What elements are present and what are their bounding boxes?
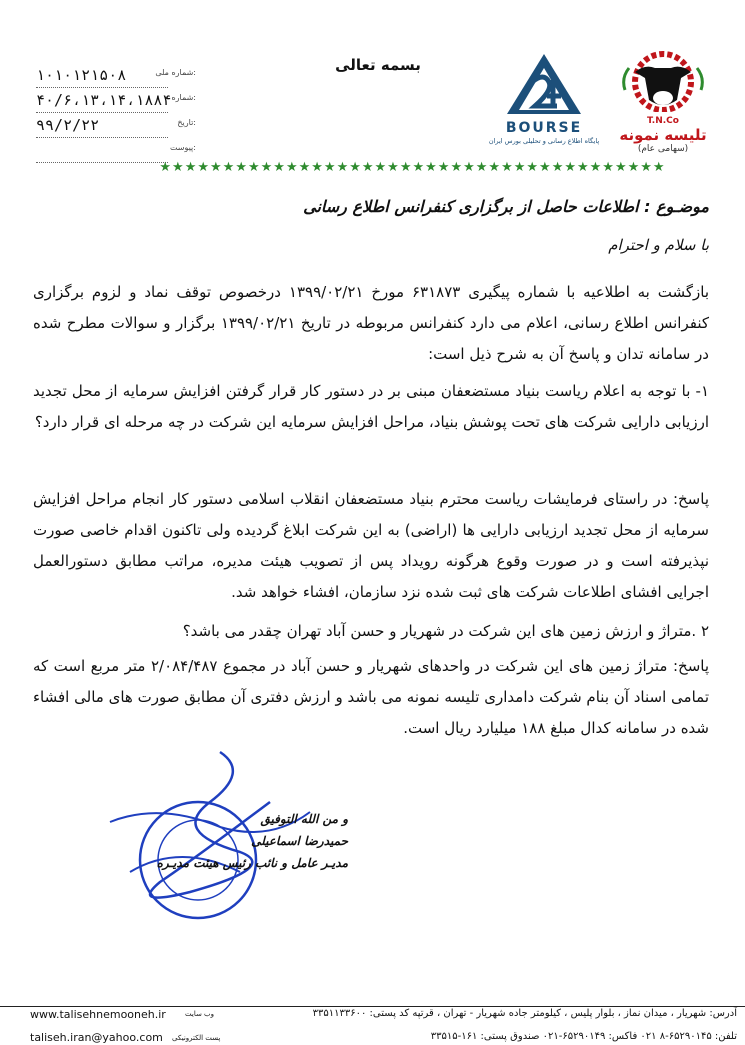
company-abbreviation: T.N.Co: [647, 116, 679, 126]
answer-2: پاسخ: متراژ زمین های این شرکت در واحدهای شهریار و حسن آباد در مجموع ۲/۰۸۴/۴۸۷ متر مربع است که تمامی اسناد آن بنام شرکت دامداری تلیسه نمونه می باشد و ارزش دفتری آن مطابق صورت های مالی افشاء شده در سامانه کدال مبلغ ۱۸۸ میلیارد ریال است.: [33, 657, 710, 737]
letter-number-label: شماره:: [171, 93, 196, 102]
company-logo: [604, 50, 722, 158]
footer-website-label: وب سایت: [185, 1010, 215, 1018]
intro-paragraph: بازگشت به اطلاعیه با شماره پیگیری ۶۳۱۸۷۳ مورخ ۱۳۹۹/۰۲/۲۱ درخصوص توقف نماد و لزوم برگزاری کنفرانس اطلاع رسانی، اعلام می دارد کنفرانس مربوطه در تاریخ ۱۳۹۹/۰۲/۲۱ برگزار و سوالات مطرح شده در سامانه تدان و پاسخ آن به شرح ذیل است:: [33, 283, 710, 363]
greeting: با سلام و احترام: [608, 236, 709, 254]
bourse-logo-icon: [505, 52, 583, 116]
letter-meta-block: [36, 66, 196, 166]
bourse-name: BOURSE: [505, 120, 583, 136]
letter-subject: موضـوع : اطلاعات حاصل از برگزاری کنفرانس اطلاع رسانی: [303, 197, 709, 216]
signer-title: مدیـر عامل و نائب رئیس هیئت مدیـره: [156, 856, 348, 870]
cow-head-icon: [611, 50, 715, 112]
question-1: ۱- با توجه به اعلام ریاست بنیاد مستضعفان مبنی بر در دستور کار قرار گرفتن افزایش سرمایه از محل تجدید ارزیابی دارایی شرکت های تحت پوشش بنیاد، مراحل افزایش سرمایه این شرکت در چه مرحله ای قرار دارد؟: [33, 382, 709, 431]
company-name: تلیسه نمونه: [619, 126, 707, 144]
company-type: (سهامی عام): [637, 144, 689, 154]
attachment-label: پیوست:: [169, 143, 196, 152]
signoff-block: [88, 808, 348, 874]
star-divider: ★★★★★★★★★★★★★★★★★★★★★★★★★★★★★★★★★★★★★★★★: [159, 160, 666, 175]
meta-row-number: [36, 91, 196, 116]
question-2: ۲ .متراژ و ارزش زمین های این شرکت در شهریار و حسن آباد تهران چقدر می باشد؟: [182, 622, 709, 640]
footer-phone: تلفن: ۶۵۲۹۰۱۴۵-۸ ۰۲۱ فاکس: ۶۵۲۹۰۱۴۹-۰۲۱ صندوق پستی: ۱۶۱-۳۳۵۱۵: [430, 1031, 737, 1042]
dotted-line: [36, 112, 168, 113]
meta-row-date: [36, 116, 196, 141]
footer-website[interactable]: www.talisehnemooneh.ir: [30, 1008, 166, 1021]
letter-date-label: تاریخ:: [177, 118, 196, 127]
bourse-logo: [488, 52, 600, 152]
footer-email-label: پست الکترونیکی: [172, 1034, 221, 1042]
document-heading: بسمه تعالی: [335, 56, 421, 74]
answer-1: پاسخ: در راستای فرمایشات ریاست محترم بنیاد مستضعفان انقلاب اسلامی دستور کار انجام مراحل افزایش سرمایه از محل تجدید ارزیابی دارایی ها (اراضی) به این شرکت ابلاغ گردیده ولی تاکنون اقدام خاصی صورت نپذیرفته است و در صورت وقوع هرگونه رویداد پس از تصویب هیئت مدیره، مراتب مطابق دستورالعمل اجرایی افشای اطلاعات شرکت های ثبت شده نزد سازمان، افشاء خواهد شد.: [33, 490, 709, 601]
letter-number-value: ۴۰/۶،۱۳،۱۴،۱۸۸۴: [36, 91, 172, 109]
dotted-line: [36, 87, 168, 88]
bourse-tagline: پایگاه اطلاع رسانی و تحلیلی بورس ایران: [488, 137, 600, 145]
letter-date-value: ۹۹/۲/۲۲: [36, 116, 100, 134]
signer-name: حمیدرضا اسماعیلی: [251, 834, 348, 848]
meta-row-national-id: [36, 66, 196, 91]
closing-phrase: و من الله التوفیق: [260, 812, 348, 826]
national-id-label: شماره ملی:: [155, 68, 196, 77]
footer-address: آدرس: شهریار ، میدان نماز ، بلوار پلیس ، کیلومتر جاده شهریار - تهران ، قرتپه کد پستی: ۳۳۵۱۱۳۳۶۰۰: [312, 1008, 737, 1019]
national-id-value: ۱۰۱۰۱۲۱۵۰۸: [36, 66, 127, 84]
footer-email[interactable]: taliseh.iran@yahoo.com: [30, 1031, 163, 1044]
footer-divider: [0, 1006, 745, 1007]
dotted-line: [36, 137, 168, 138]
